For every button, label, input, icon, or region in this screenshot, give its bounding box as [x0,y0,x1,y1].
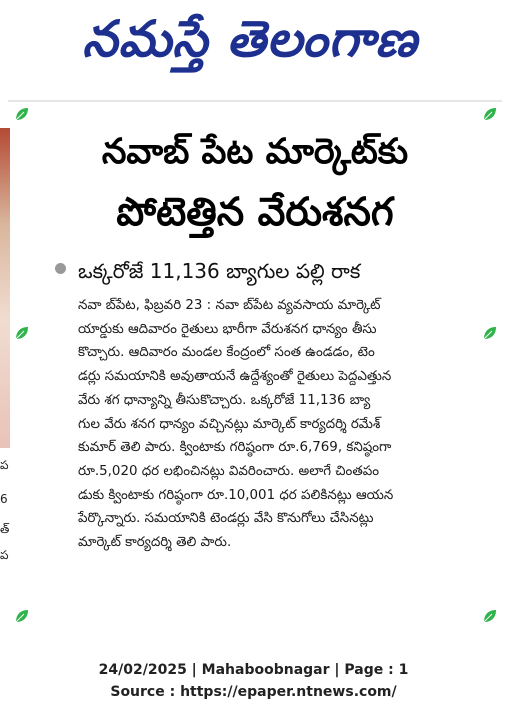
leaf-icon [482,106,498,122]
body-line: డుకు క్వింటాకు గరిష్ఠంగా రూ.10,001 ధర పలికినట్లు ఆయన [78,487,394,503]
footer-source-line: Source : https://epaper.ntnews.com/ [110,684,397,700]
subheading: ఒక్కరోజే 11,136 బ్యాగుల పల్లి రాక [78,259,361,283]
side-fragment-3: త్ [0,522,10,536]
leaf-icon [482,608,498,624]
article-body [78,294,503,555]
photo-fragment [0,128,10,448]
body-line: డర్లు సమయానికి అవుతాయనే ఉద్దేశ్యంతో రైతులు పెద్దఎత్తున [78,369,392,385]
leaf-icon [14,325,30,341]
side-fragment-4: ప [0,548,9,562]
masthead: నమస్తే తెలంగాణ [82,9,418,68]
leaf-icon [14,106,30,122]
body-line: రూ.5,020 ధర లభించినట్లు వివరించారు. అలాగే చింతపం [78,463,380,479]
footer-date-line: 24/02/2025 | Mahaboobnagar | Page : 1 [98,662,409,678]
body-line: యార్డుకు ఆదివారం రైతులు భారీగా వేరుశనగ ధాన్యం తీసు [78,321,377,337]
headline-line-2: పోటెత్తిన వేరుశనగ [116,190,394,235]
body-line: పేర్కొన్నారు. సమయానికి టెండర్లు వేసి కొనుగోలు చేసినట్లు [78,511,374,527]
headline-line-1: నవాబ్ పేట మార్కెట్‌కు [101,132,409,172]
side-fragment-1: ప [0,458,9,472]
body-line: కొచ్చారు. ఆదివారం మండల కేంద్రంలో సంత ఉండడం, టెం [78,345,375,361]
body-line: మార్కెట్ కార్యదర్శి తెలి పారు. [78,535,232,551]
leaf-icon [14,608,30,624]
side-fragment-2: 6 [0,492,8,506]
body-line: కుమార్ తెలి పారు. క్వింటాకు గరిష్ఠంగా రూ.6,769, కనిష్ఠంగా [78,440,392,456]
bullet-dot [55,263,66,274]
body-line: వేరు శగ ధాన్యాన్ని తీసుకొచ్చారు. ఒక్కరోజే 11,136 బ్యా [78,392,371,408]
body-line: నవా బ్‌పేట, ఫిబ్రవరి 23 : నవా బ్‌పేట వ్యవసాయ మార్కెట్ [78,298,381,313]
body-line: గుల వేరు శనగ ధాన్యం వచ్చినట్లు మార్కెట్ కార్యదర్శి రమేశ్ [78,416,381,432]
